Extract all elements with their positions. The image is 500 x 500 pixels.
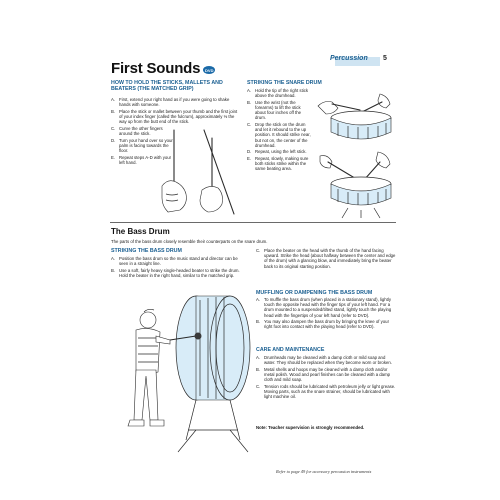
- snare-steps: [247, 88, 311, 173]
- grip-illustration: [160, 128, 240, 220]
- grip-step: D. Turn your hand over so your palm is facing towards the floor.: [111, 137, 173, 153]
- section-label: Percussion: [330, 55, 368, 62]
- snare-step: A. Hold the tip of the right stick above the drumhead.: [247, 88, 309, 99]
- bass-drum-illustration: [118, 290, 253, 458]
- dvd-icon: DVD: [205, 67, 214, 73]
- care-step: A. Drumheads may be cleaned with a damp cloth or mild soap and water. They should be replaced when they become worn or broken.: [256, 355, 392, 366]
- page-title: First Sounds: [111, 60, 201, 77]
- grip-step: C. Curve the other fingers around the stick.: [111, 125, 163, 136]
- snare-step: D. Repeat, using the left stick.: [247, 149, 307, 155]
- section-divider: [110, 222, 396, 223]
- bass-striking-steps-continued: [256, 248, 396, 270]
- muffling-steps: [256, 297, 396, 331]
- page-number: 5: [383, 55, 387, 62]
- bass-striking-steps: [111, 256, 240, 280]
- care-heading: CARE AND MAINTENANCE: [256, 347, 325, 353]
- bass-striking-heading: STRIKING THE BASS DRUM: [111, 248, 182, 254]
- snare-heading: STRIKING THE SNARE DRUM: [247, 80, 322, 86]
- footer-reference: Refer to page 49 for accessory percussion instruments: [276, 469, 372, 474]
- grip-step: A. First, extend your right hand as if you were going to shake hands with someone.: [111, 97, 230, 108]
- bass-striking-step: B. Use a soft, fairly heavy single-headed beater to strike the drum. Hold the beater in the right hand, similar to the matched grip.: [111, 267, 240, 278]
- muffling-heading: MUFFLING OR DAMPENING THE BASS DRUM: [256, 290, 373, 296]
- snare-step: E. Repeat, slowly, making sure both sticks strike within the same beating area.: [247, 156, 309, 172]
- bass-striking-step: A. Position the bass drum so the music stand and director can be seen in a straight line.: [111, 256, 238, 267]
- grip-step: E. Repeat steps A-D with your left hand.: [111, 154, 172, 165]
- bass-drum-intro: The parts of the bass drum closely resemble their counterparts on the snare drum.: [111, 239, 268, 244]
- care-steps: [256, 355, 396, 401]
- grip-step: B. Place the stick or mallet between your thumb and the first joint of your index finger (called the fulcrum), approximately ⅓ the way up from the butt end of the stick.: [111, 108, 238, 125]
- grip-heading: HOW TO HOLD THE STICKS, MALLETS AND BEATERS (THE MATCHED GRIP): [111, 80, 223, 93]
- care-step: B. Metal shells and hoops may be cleaned with a damp cloth and/or metal polish. Wood and pearl finishes can be cleaned with a damp cloth and mild soap.: [256, 366, 391, 383]
- page-title-row: [111, 60, 215, 77]
- muffling-step: B. You may also dampen the bass drum by bringing the knee of your right foot into contact with the playing head (refer to DVD).: [256, 319, 390, 330]
- teacher-note: Note: Teacher supervision is strongly recommended.: [256, 425, 365, 430]
- snare-step: B. Use the wrist (not the forearms) to lift the stick about four inches off the drum.: [247, 99, 302, 121]
- bass-drum-title: The Bass Drum: [111, 227, 170, 236]
- muffling-step: A. To muffle the bass drum (when placed in a stationary stand), lightly touch the opposite head with the finger tips of your left hand. For a drum mounted to a suspended/tilted stand, lightly touch the playing head with the fingertips of your left hand (refer to DVD).: [256, 297, 392, 318]
- snare-drum-illustration-bottom: [318, 152, 396, 218]
- snare-step: C. Drop the stick on the drum and let it rebound to the up position. It should strike near, but not on, the center of the drumhead.: [247, 122, 311, 148]
- bass-striking-step: C. Place the beater on the head with the thumb of the hand facing upward. Strike the head (about halfway between the center and edge of the drum) with a glancing blow, and immediately bring the beater back to its original starting position.: [256, 248, 396, 269]
- snare-drum-illustration-top: [318, 92, 396, 142]
- care-step: C. Tension rods should be lubricated with petroleum jelly or light grease. Moving parts, such as the snare strainer, should be lubricated with light machine oil.: [256, 383, 396, 400]
